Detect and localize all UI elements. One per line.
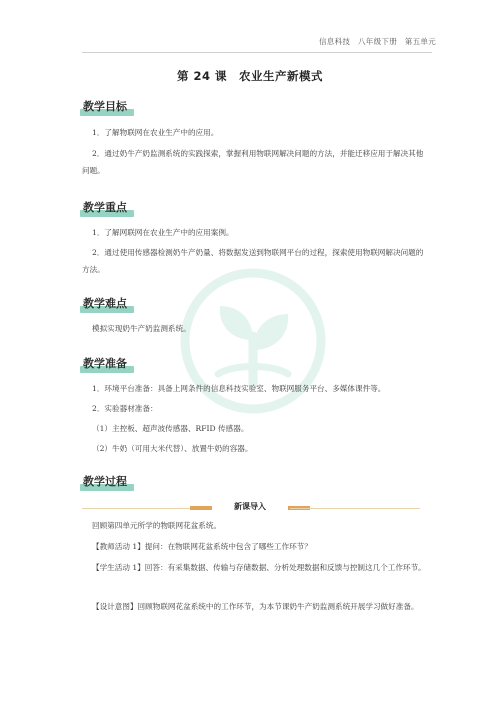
prep-item-2: 2．实验器材准备： [92,404,158,413]
process-item-4: 【设计意图】回顾物联网花盆系统中的工作环节，为本节课奶牛产奶监测系统开展学习做好准备。 [92,602,419,611]
lesson-title: 第 24 课 农业生产新模式 [176,69,323,83]
difficulty-item-1: 模拟实现奶牛产奶监测系统。 [92,324,191,333]
subheading-intro: 新课导入 [234,502,266,511]
key-point-item-2: 2．通过使用传感器检测奶牛产奶量、将数据发送到物联网平台的过程，探索使用物联网解决问题的方法。 [82,248,424,274]
section-heading-process: 教学过程 [82,475,130,491]
section-heading-preparation: 教学准备 [82,357,130,373]
goal-item-1: 1．了解物联网在农业生产中的应用。 [92,128,219,137]
key-point-item-1: 1．了解网联网在农业生产中的应用案例。 [92,228,234,237]
process-item-3: 【学生活动 1】回答：有采集数据、传输与存储数据、分析处理数据和反馈与控制这几个工作环节。 [92,563,426,572]
section-heading-goals: 教学目标 [82,100,130,116]
process-item-1: 回顾第四单元所学的物联网花盆系统。 [92,521,222,530]
header-divider [82,52,432,53]
subhead-rule-right [290,508,420,509]
process-item-2: 【教师活动 1】提问：在物联网花盆系统中包含了哪些工作环节？ [92,542,312,551]
page-header: 信息科技 八年级下册 第五单元 [319,37,436,46]
section-heading-key-points: 教学重点 [82,201,130,217]
prep-item-1: 1．环境平台准备：具备上网条件的信息科技实验室、物联网服务平台、多媒体课件等。 [92,384,386,393]
prep-item-4: （2）牛奶（可用大米代替）、放置牛奶的容器。 [92,444,253,453]
prep-item-3: （1）主控板、超声波传感器、RFID 传感器。 [92,424,249,433]
section-heading-difficulties: 教学难点 [82,297,130,313]
goal-item-2: 2．通过奶牛产奶监测系统的实践探索，掌握利用物联网解决问题的方法，并能迁移应用于解决其他问题。 [82,149,424,175]
